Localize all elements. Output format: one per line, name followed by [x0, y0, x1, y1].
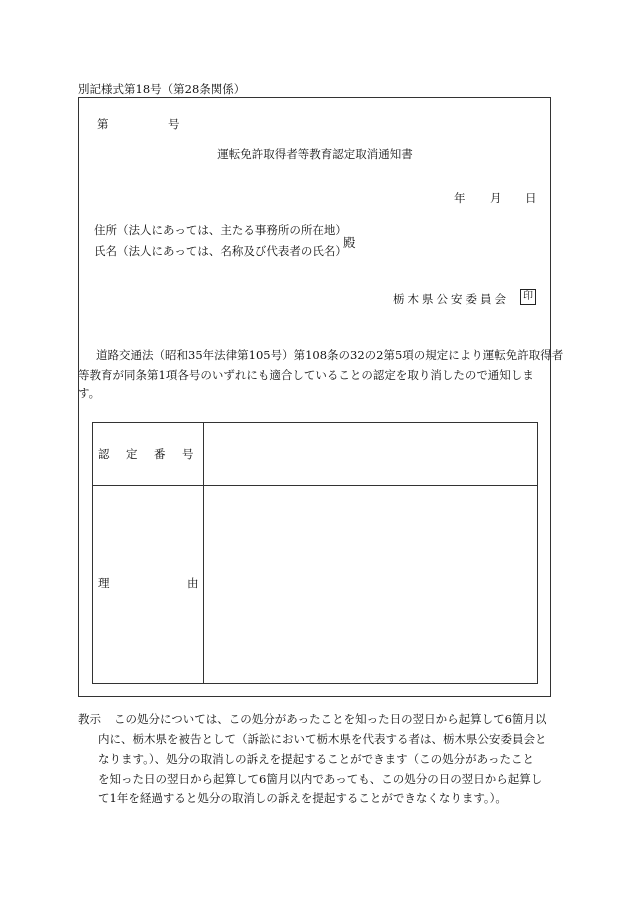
- date-month: 月: [490, 191, 502, 205]
- notice-label: 教示: [78, 712, 101, 726]
- cert-number-label: [98, 447, 194, 461]
- date-day: 日: [525, 191, 537, 205]
- cert-number-label-char: 番: [154, 447, 166, 461]
- body-text-line-2: 等教育が同条第1項各号のいずれにも適合していることの認定を取り消したので通知しま: [78, 368, 534, 382]
- reason-label-char: 理: [98, 576, 110, 590]
- body-text-line-1: 道路交通法（昭和35年法律第105号）第108条の32の2第5項の規定により運転免許取得者: [96, 348, 564, 362]
- document-number-suffix: 号: [168, 117, 180, 131]
- form-label: 別記様式第18号（第28条関係）: [78, 82, 246, 96]
- cert-number-label-char: 定: [126, 447, 138, 461]
- honorific: 殿: [343, 235, 356, 250]
- issuer-name: 栃木県公安委員会: [393, 292, 509, 306]
- notice-line-5: て1年を経過すると処分の取消しの訴えを提起することができなくなります。）。: [98, 791, 507, 805]
- reason-label-char: 由: [187, 576, 199, 590]
- seal-mark: 印: [520, 289, 536, 305]
- notice-line-4: を知った日の翌日から起算して6箇月以内であっても、この処分の日の翌日から起算し: [98, 772, 543, 786]
- notice-line-1: この処分については、この処分があったことを知った日の翌日から起算して6箇月以: [114, 712, 547, 726]
- table-column-divider: [203, 423, 204, 683]
- certification-table: [92, 422, 538, 684]
- cert-number-label-char: 認: [98, 447, 110, 461]
- notice-line-3: なります。）、処分の取消しの訴えを提起することができます（この処分があったこと: [98, 752, 534, 766]
- document-number-prefix: 第: [97, 117, 109, 131]
- recipient-address-line: 住所（法人にあっては、主たる事務所の所在地）: [94, 223, 347, 237]
- body-text-line-3: す。: [78, 386, 101, 400]
- notice-line-2: 内に、栃木県を被告として（訴訟において栃木県を代表する者は、栃木県公安委員会と: [98, 732, 547, 746]
- document-title: 運転免許取得者等教育認定取消通知書: [217, 147, 413, 161]
- cert-number-label-char: 号: [182, 447, 194, 461]
- date-year: 年: [454, 191, 466, 205]
- recipient-name-line: 氏名（法人にあっては、名称及び代表者の氏名）: [94, 244, 347, 258]
- table-row-divider: [93, 485, 537, 486]
